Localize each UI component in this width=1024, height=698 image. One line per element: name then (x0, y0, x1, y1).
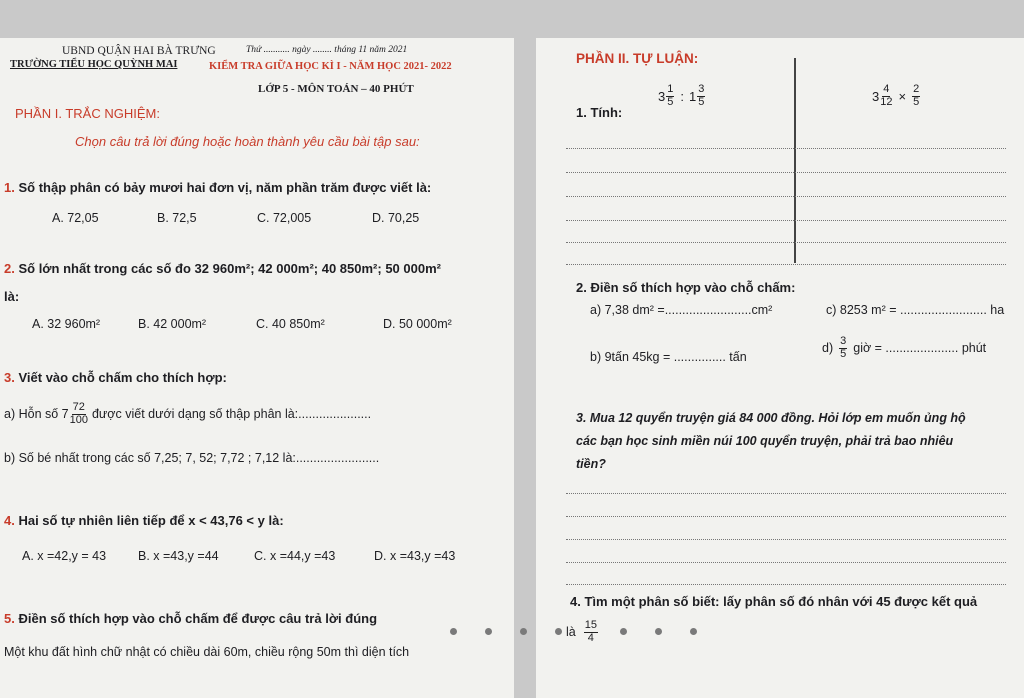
column-divider (794, 58, 796, 263)
answer-line (566, 562, 1006, 563)
carousel-dot[interactable] (690, 628, 697, 635)
q4-option-b: B. x =43,y =44 (138, 549, 219, 563)
q2-option-a: A. 32 960m² (32, 317, 101, 331)
question-3b: b) Số bé nhất trong các số 7,25; 7, 52; 7,72 ; 7,12 là:........................ (4, 451, 380, 465)
e1-whole-1: 3 (658, 88, 666, 104)
q2-option-d: D. 50 000m² (383, 317, 452, 331)
answer-line (566, 148, 1006, 149)
exam-page-left (0, 38, 514, 698)
q2-item-b: b) 9tấn 45kg = ............... tấn (590, 350, 747, 364)
q4-numerator: 15 (584, 619, 597, 631)
q2-item-c: c) 8253 m² = ......................... ha (826, 303, 1005, 317)
district-name: UBND QUẬN HAI BÀ TRƯNG (62, 45, 216, 57)
question-1-number: 1. (4, 180, 15, 195)
question-3a (4, 402, 371, 426)
q1-option-d: D. 70,25 (372, 211, 420, 225)
q2d-fraction (839, 336, 847, 360)
carousel-dot[interactable] (450, 628, 457, 635)
e1-fraction-2 (697, 84, 705, 108)
answer-line (566, 196, 1006, 197)
exam-subject: LỚP 5 - MÔN TOÁN – 40 PHÚT (258, 83, 414, 95)
e2-fraction-2 (912, 84, 920, 108)
q3a-fraction (70, 402, 88, 426)
q3a-suffix: được viết dưới dạng số thập phân là:..................... (91, 406, 372, 421)
q4-option-a: A. x =42,y = 43 (22, 549, 107, 563)
q4-fraction (584, 620, 598, 644)
expression-2 (872, 84, 921, 108)
e1-num-1: 1 (667, 83, 674, 95)
e2-whole-1: 3 (872, 88, 880, 104)
part2-question-3-line2: các bạn học sinh miền núi 100 quyển truyện, phải trả bao nhiêu (576, 434, 954, 448)
q2d-numerator: 3 (840, 335, 847, 347)
part1-instruction: Chọn câu trả lời đúng hoặc hoàn thành yêu cầu bài tập sau: (75, 134, 420, 149)
q3a-numerator: 72 (72, 401, 85, 413)
part2-question-4-answer (566, 620, 599, 644)
q4-option-d: D. x =43,y =43 (374, 549, 456, 563)
q3a-prefix: a) Hỗn số 7 (4, 406, 69, 421)
question-5-body: Một khu đất hình chữ nhật có chiều dài 60m, chiều rộng 50m thì diện tích (4, 645, 410, 659)
question-2-text: Số lớn nhất trong các số đo 32 960m²; 42 000m²; 40 850m²; 50 000m² (18, 261, 441, 276)
exam-title: KIỂM TRA GIỮA HỌC KÌ I - NĂM HỌC 2021- 2022 (209, 61, 452, 72)
part1-title: PHẦN I. TRẮC NGHIỆM: (15, 106, 160, 121)
expression-1 (658, 84, 706, 108)
e2-den-1: 12 (880, 95, 893, 108)
q1-option-b: B. 72,5 (157, 211, 197, 225)
q2-item-a: a) 7,38 dm² =.........................cm² (590, 303, 773, 317)
e1-num-2: 3 (698, 83, 705, 95)
q2d-prefix: d) (822, 340, 834, 355)
question-5 (4, 612, 377, 625)
carousel-dot[interactable] (520, 628, 527, 635)
e2-den-2: 5 (913, 95, 920, 108)
part2-question-3-line3: tiền? (576, 457, 606, 471)
carousel-dot[interactable] (555, 628, 562, 635)
e1-den-1: 5 (667, 95, 674, 108)
q4-denominator: 4 (587, 631, 594, 644)
answer-line (566, 584, 1006, 585)
question-4-text: Hai số tự nhiên liên tiếp để x < 43,76 < y là: (18, 513, 284, 528)
part2-title: PHẦN II. TỰ LUẬN: (576, 51, 699, 66)
part2-question-3-line1: 3. Mua 12 quyển truyện giá 84 000 đồng. Hỏi lớp em muốn ủng hộ (576, 411, 966, 425)
question-3-number: 3. (4, 370, 15, 385)
carousel-dot[interactable] (620, 628, 627, 635)
date-line: Thứ ........... ngày ........ tháng 11 năm 2021 (246, 45, 408, 55)
question-2 (4, 262, 441, 275)
e2-num-2: 2 (913, 83, 920, 95)
question-5-number: 5. (4, 611, 15, 626)
question-2-number: 2. (4, 261, 15, 276)
question-4-number: 4. (4, 513, 15, 528)
question-3-text: Viết vào chỗ chấm cho thích hợp: (18, 370, 227, 385)
q4-option-c: C. x =44,y =43 (254, 549, 336, 563)
question-2-text-cont: là: (4, 289, 20, 304)
question-4 (4, 514, 284, 527)
carousel-dot[interactable] (485, 628, 492, 635)
e2-fraction-1 (880, 84, 892, 108)
q1-option-c: C. 72,005 (257, 211, 312, 225)
e1-fraction-1 (666, 84, 674, 108)
carousel-dot[interactable] (655, 628, 662, 635)
answer-line (566, 264, 1006, 265)
school-name: TRƯỜNG TIỂU HỌC QUỲNH MAI (10, 59, 178, 70)
q2d-suffix: giờ = ..................... phút (853, 340, 987, 355)
answer-line (566, 242, 1006, 243)
q2-item-d (822, 336, 986, 360)
answer-line (566, 493, 1006, 494)
exam-page-right (536, 38, 1024, 698)
question-1-text: Số thập phân có bảy mươi hai đơn vị, năm phần trăm được viết là: (18, 180, 432, 195)
part2-question-4: 4. Tìm một phân số biết: lấy phân số đó nhân với 45 được kết quả (570, 594, 978, 609)
question-5-text: Điền số thích hợp vào chỗ chấm để được câu trả lời đúng (18, 611, 378, 626)
e1-operator: : (680, 88, 684, 104)
q3a-denominator: 100 (69, 413, 88, 426)
answer-line (566, 220, 1006, 221)
question-3 (4, 371, 227, 384)
q2-option-b: B. 42 000m² (138, 317, 207, 331)
answer-line (566, 516, 1006, 517)
part2-question-2-title: 2. Điền số thích hợp vào chỗ chấm: (576, 280, 796, 295)
e1-whole-2: 1 (688, 88, 697, 104)
e2-operator: × (898, 88, 907, 104)
answer-line (566, 539, 1006, 540)
part2-question-1-label: 1. Tính: (576, 105, 623, 120)
answer-line (566, 172, 1006, 173)
q2-option-c: C. 40 850m² (256, 317, 325, 331)
e1-den-2: 5 (698, 95, 705, 108)
e2-num-1: 4 (883, 83, 890, 95)
question-1 (4, 181, 431, 194)
q4-prefix: là (566, 624, 576, 639)
q1-option-a: A. 72,05 (52, 211, 99, 225)
q2d-denominator: 5 (840, 347, 847, 360)
